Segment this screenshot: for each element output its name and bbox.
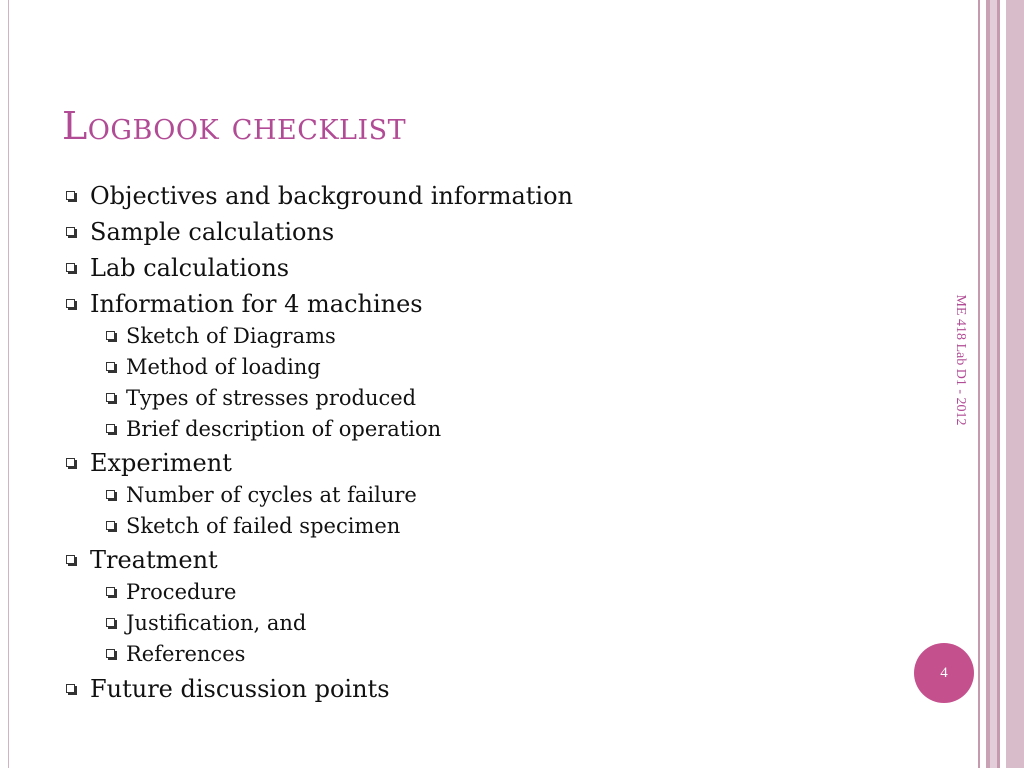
right-decorative-band: [1006, 0, 1024, 768]
square-bullet-icon: [106, 521, 115, 530]
list-item-text: Experiment: [90, 449, 232, 477]
sub-list-item: [106, 354, 321, 380]
list-item-text: Number of cycles at failure: [126, 483, 417, 507]
sub-list-item: [106, 641, 245, 667]
sub-list-item: [106, 482, 417, 508]
slide-number-badge: 4: [914, 643, 974, 703]
list-item-text: Lab calculations: [90, 254, 290, 282]
square-bullet-icon: [66, 684, 75, 693]
slide-footer: ME 418 Lab D1 - 2012: [953, 294, 968, 426]
slide-title: Logbook checklist: [62, 104, 407, 148]
list-item-text: Types of stresses produced: [126, 386, 417, 410]
list-item-text: Sketch of failed specimen: [126, 514, 401, 538]
square-bullet-icon: [66, 263, 75, 272]
list-item-text: Brief description of operation: [126, 417, 442, 441]
sub-list-item: [106, 610, 306, 636]
square-bullet-icon: [106, 490, 115, 499]
right-decorative-band: [990, 0, 997, 768]
sub-list-item: [106, 385, 416, 411]
sub-list-item: [106, 579, 236, 605]
list-item-text: Sketch of Diagrams: [126, 324, 336, 348]
list-item-text: Procedure: [126, 580, 237, 604]
square-bullet-icon: [106, 393, 115, 402]
list-item-text: References: [126, 642, 246, 666]
square-bullet-icon: [106, 362, 115, 371]
square-bullet-icon: [66, 555, 75, 564]
list-item: [66, 289, 423, 319]
list-item-text: Treatment: [90, 546, 218, 574]
list-item-text: Information for 4 machines: [90, 290, 423, 318]
list-item: [66, 217, 334, 247]
list-item: [66, 448, 232, 478]
list-item: [66, 253, 289, 283]
list-item-text: Justification, and: [126, 611, 307, 635]
list-item-text: Sample calculations: [90, 218, 335, 246]
square-bullet-icon: [66, 227, 75, 236]
list-item-text: Method of loading: [126, 355, 321, 379]
list-item-text: Future discussion points: [90, 675, 390, 703]
square-bullet-icon: [106, 618, 115, 627]
square-bullet-icon: [66, 458, 75, 467]
sub-list-item: [106, 416, 441, 442]
list-item: [66, 181, 573, 211]
list-item: [66, 674, 390, 704]
list-item-text: Objectives and background information: [90, 182, 573, 210]
sub-list-item: [106, 323, 336, 349]
sub-list-item: [106, 513, 400, 539]
square-bullet-icon: [66, 299, 75, 308]
square-bullet-icon: [106, 424, 115, 433]
square-bullet-icon: [106, 331, 115, 340]
square-bullet-icon: [106, 587, 115, 596]
square-bullet-icon: [106, 649, 115, 658]
square-bullet-icon: [66, 191, 75, 200]
list-item: [66, 545, 218, 575]
